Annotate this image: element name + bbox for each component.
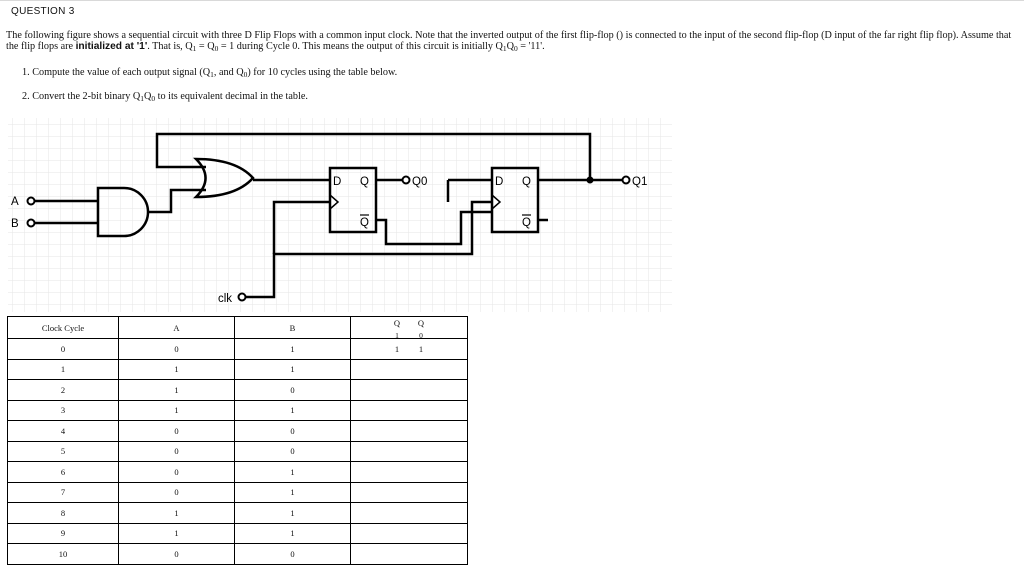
ff1-label-d: D	[333, 176, 342, 188]
terminal-clk	[239, 294, 246, 301]
cell-q1: 1	[394, 343, 400, 354]
table-row	[8, 523, 468, 544]
question-heading: QUESTION 3	[11, 6, 75, 17]
junction-dot	[587, 177, 594, 184]
table-row	[8, 380, 468, 401]
cell-q1q0	[351, 462, 468, 483]
cell-a: 0	[119, 441, 235, 462]
terminal-q0	[403, 177, 410, 184]
cell-q1q0	[351, 380, 468, 401]
cell-q1q0	[351, 359, 468, 380]
cell-a: 1	[119, 380, 235, 401]
cell-cycle: 2	[8, 380, 119, 401]
cell-cycle: 4	[8, 421, 119, 442]
cell-b: 0	[235, 441, 351, 462]
cell-a: 1	[119, 400, 235, 421]
label-clk: clk	[218, 293, 233, 305]
ff2-label-d: D	[495, 176, 504, 188]
cell-b: 0	[235, 421, 351, 442]
cell-a: 0	[119, 482, 235, 503]
cell-q1q0	[351, 523, 468, 544]
cell-q1q0	[351, 503, 468, 524]
ff1-label-qbar: Q	[360, 217, 369, 229]
header-q1q0: $Q_1Q_0$	[351, 317, 468, 339]
cell-a: 0	[119, 544, 235, 565]
cell-b: 1	[235, 523, 351, 544]
header-b: B	[235, 317, 351, 339]
cell-b: 1	[235, 482, 351, 503]
cell-a: 1	[119, 523, 235, 544]
cell-q1q0	[351, 441, 468, 462]
cell-a: 1	[119, 359, 235, 380]
cell-cycle: 1	[8, 359, 119, 380]
diagram-grid	[8, 118, 672, 312]
cell-q1q0	[351, 421, 468, 442]
cell-cycle: 3	[8, 400, 119, 421]
cell-b: 1	[235, 503, 351, 524]
cell-a: 0	[119, 421, 235, 442]
table-row	[8, 482, 468, 503]
table-row	[8, 339, 468, 360]
table-row	[8, 359, 468, 380]
table-header-row	[8, 317, 468, 339]
table-row	[8, 421, 468, 442]
instruction-item-1: 1. Compute the value of each output signal ($Q_1$, and $Q_0$) for 10 cycles using the table below.	[22, 67, 398, 79]
terminal-q1	[623, 177, 630, 184]
circuit-diagram	[0, 112, 680, 312]
cell-q0: 1	[418, 343, 424, 354]
instruction-item-2: 2. Convert the 2-bit binary $Q_1Q_0$ to its equivalent decimal in the table.	[22, 91, 308, 103]
label-q1: Q1	[632, 176, 648, 188]
cell-cycle: 0	[8, 339, 119, 360]
table-row	[8, 503, 468, 524]
cell-cycle: 10	[8, 544, 119, 565]
paragraph-line-2: the flip flops are initialized at '1'. That is, $Q_1 = Q_0 = 1$ during Cycle 0. This means the output of this circuit is initially $Q_1Q_0$ = '11'.	[6, 41, 545, 53]
table-row	[8, 441, 468, 462]
cell-q1q0	[351, 400, 468, 421]
cell-b: 0	[235, 380, 351, 401]
header-clock-cycle: Clock Cycle	[8, 317, 119, 339]
label-a: A	[11, 196, 19, 208]
cell-b: 0	[235, 544, 351, 565]
table-row	[8, 544, 468, 565]
cell-q1q0	[351, 339, 468, 360]
ff2-label-qbar: Q	[522, 217, 531, 229]
cell-q1q0	[351, 544, 468, 565]
table-row	[8, 400, 468, 421]
terminal-a	[28, 198, 35, 205]
cell-a: 1	[119, 503, 235, 524]
label-b: B	[11, 218, 19, 230]
cell-cycle: 7	[8, 482, 119, 503]
cell-cycle: 9	[8, 523, 119, 544]
header-a: A	[119, 317, 235, 339]
top-divider	[0, 0, 1024, 1]
table-body	[8, 339, 468, 565]
paragraph-line-1: The following figure shows a sequential circuit with three D Flip Flops with a common input clock. Note that the inverted output of the first flip-flop () is connected to the input of the second flip-flop (D input of the far right flip flop). Assume that	[6, 30, 1012, 41]
cell-b: 1	[235, 359, 351, 380]
cell-cycle: 5	[8, 441, 119, 462]
ff2-label-q: Q	[522, 176, 531, 188]
terminal-b	[28, 220, 35, 227]
ff1-label-q: Q	[360, 176, 369, 188]
cell-cycle: 6	[8, 462, 119, 483]
question-paragraph	[6, 30, 1018, 52]
cell-b: 1	[235, 400, 351, 421]
cell-a: 0	[119, 339, 235, 360]
cell-cycle: 8	[8, 503, 119, 524]
cycle-table	[7, 316, 468, 565]
cell-a: 0	[119, 462, 235, 483]
cell-q1q0	[351, 482, 468, 503]
table-row	[8, 462, 468, 483]
label-q0: Q0	[412, 176, 428, 188]
cell-b: 1	[235, 462, 351, 483]
cell-b: 1	[235, 339, 351, 360]
